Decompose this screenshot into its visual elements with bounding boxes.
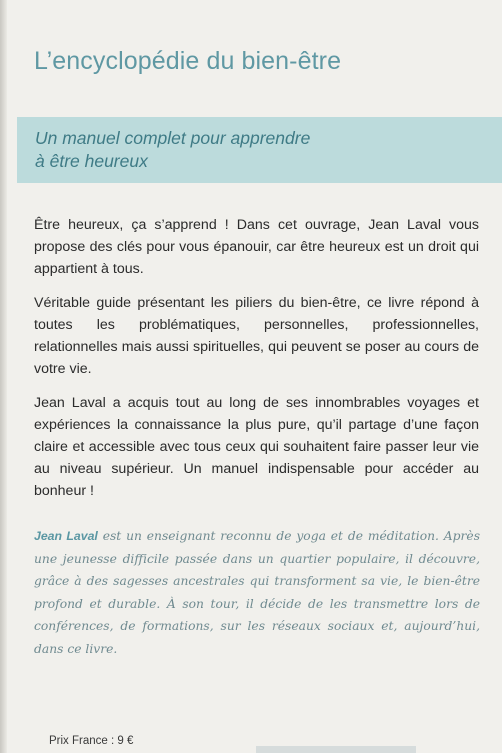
book-title: L’encyclopédie du bien-être bbox=[34, 47, 342, 75]
category-strip bbox=[256, 746, 416, 753]
author-bio-text: est un enseignant reconnu de yoga et de méditation. Après une jeunesse difficile passée dans un quartier populaire, il découvre, grâce à des sagesses ancestrales qui transforment sa vie, le bien-être profond et durable. À son tour, il décide de les transmettre lors de conférences, de formations, sur les réseaux sociaux et, aujourd’hui, dans ce livre. bbox=[34, 529, 481, 656]
blurb-paragraph-1: Être heureux, ça s’apprend ! Dans cet ouvrage, Jean Laval vous propose des clés pour vous épanouir, car être heureux est un droit qui appartient à tous. bbox=[34, 217, 479, 277]
blurb-paragraph-3: Jean Laval a acquis tout au long de ses innombrables voyages et expériences la connaissance la plus pure, qu’il partage d’une façon claire et accessible avec tous ceux qui souhaitent faire passer leur vie au niveau supérieur. Un manuel indispensable pour accéder au bonheur ! bbox=[34, 395, 479, 499]
author-name: Jean Laval bbox=[34, 529, 98, 543]
subtitle-band bbox=[17, 117, 502, 183]
author-bio bbox=[34, 525, 480, 660]
book-subtitle bbox=[35, 127, 495, 173]
price-label: Prix France : 9 € bbox=[49, 735, 134, 747]
subtitle-line-1: Un manuel complet pour apprendre bbox=[35, 128, 311, 148]
blurb-paragraph-2: Véritable guide présentant les piliers du bien-être, ce livre répond à toutes les problématiques, personnelles, professionnelles, relationnelles mais aussi spirituelles, qui peuvent se poser au cours de votre vie. bbox=[34, 295, 479, 377]
cover-spine-edge bbox=[0, 0, 7, 753]
blurb-text bbox=[34, 214, 479, 514]
subtitle-line-2: à être heureux bbox=[35, 151, 148, 171]
